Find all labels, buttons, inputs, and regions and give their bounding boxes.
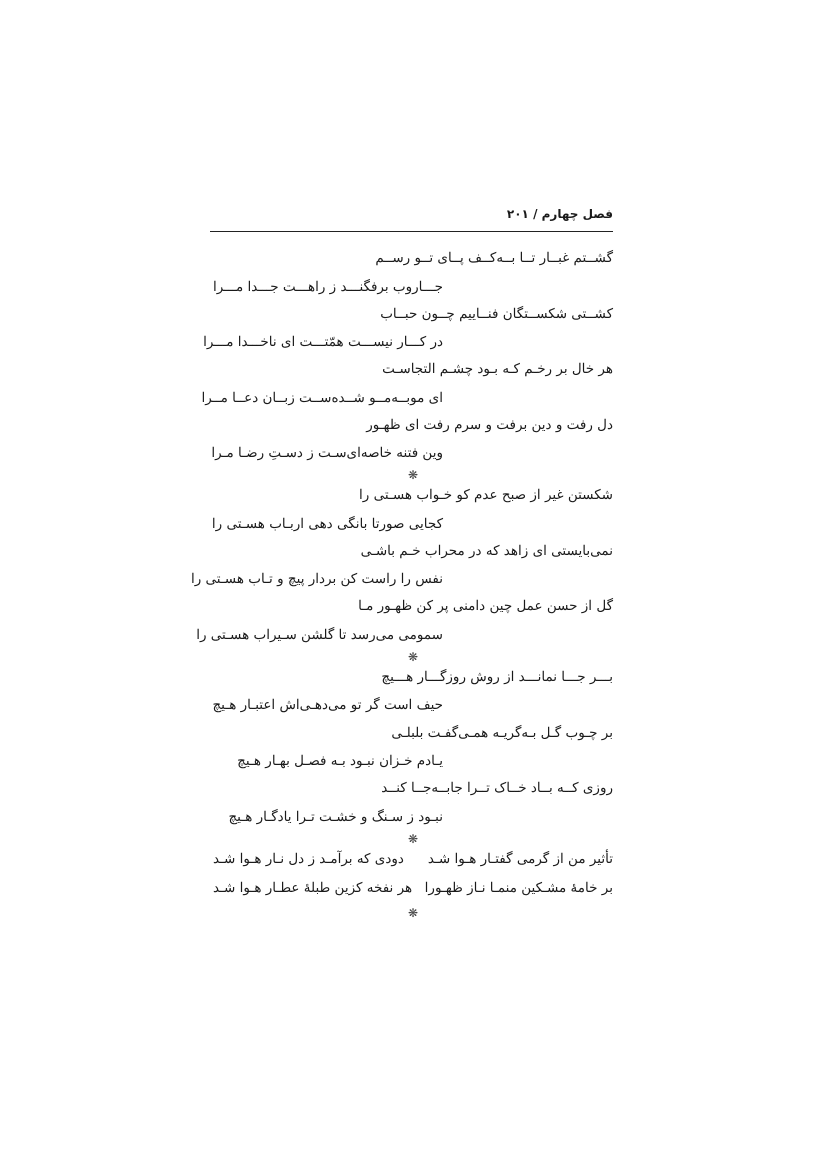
verse-line: ای موبــه‌مــو شــده‌ســت زبــان دعــا مــرا	[201, 390, 443, 406]
verse-line: کجایی صورتا بانگی دهی اربـاب هسـتی را	[211, 516, 443, 532]
section-divider-icon: ❋	[407, 650, 419, 664]
page-number: ۲۰۱	[506, 207, 529, 221]
verse-line: هر خال بر رخـم کـه بـود چشـم التجاسـت	[382, 361, 613, 377]
section-divider-icon: ❋	[407, 832, 419, 846]
hemistich-second: هر نفخه کزین طبلهٔ عطـار هـوا شـد	[213, 880, 413, 896]
running-header	[210, 207, 613, 227]
verse-line: روزی کــه بــاد خــاک تــرا جابــه‌جــا کنــد	[381, 780, 613, 796]
section-divider-icon: ❋	[407, 906, 419, 920]
verse-line: در کـــار نیســـت همّتـــت ای ناخـــدا مـــرا	[203, 334, 443, 350]
verse-line: سمومی می‌رسد تا گلشن سـیراب هسـتی را	[196, 627, 443, 643]
section-divider-icon: ❋	[407, 468, 419, 482]
verse-line: نفس را راست کن بردار پیچ و تـاب هسـتی را	[190, 571, 443, 587]
verse-line: بـــر جـــا نمانـــد از روش روزگـــار هـــیچ	[381, 669, 613, 685]
hemistich-first: تأثیر من از گرمی گفتـار هـوا شـد	[427, 851, 613, 867]
verse-line: شکستن غیر از صبح عدم کو خـواب هسـتی را	[359, 487, 613, 503]
hemistich-second: دودی که برآمـد ز دل نـار هـوا شـد	[213, 851, 404, 867]
verse-line: بر چـوب گـل بـه‌گریـه همـی‌گفـت بلبلـی	[391, 725, 613, 741]
verse-line: دل رفت و دین برفت و سرم رفت ای ظهـور	[366, 417, 613, 433]
verse-line: گل از حسن عمل چین دامنی پر کن ظهـور مـا	[358, 598, 613, 614]
chapter-title: فصل چهارم	[541, 207, 613, 221]
hemistich-first: بر خامهٔ مشـکین منمـا نـاز ظهـورا	[424, 880, 613, 896]
verse-line: وین فتنه خاصه‌ای‌سـت ز دسـتِ رضـا مـرا	[211, 445, 443, 461]
verse-line: جـــاروب برفگنـــد ز راهـــت جـــدا مـــرا	[212, 279, 443, 295]
verse-line: نمی‌بایستی ای زاهد که در محراب خـم باشـی	[360, 543, 613, 559]
verse-line: نبـود ز سـنگ و خشـت تـرا یادگـار هـیچ	[228, 809, 443, 825]
header-separator: /	[533, 207, 538, 221]
verse-line: گشــتم غبــار تــا بــه‌کــف پــای تــو رســم	[375, 250, 613, 266]
verse-line: حیف است گر تو می‌دهـی‌اش اعتبـار هـیچ	[212, 697, 443, 713]
header-rule	[210, 231, 613, 232]
verse-line: یـادم خـزان نبـود بـه فصـل بهـار هـیچ	[237, 753, 443, 769]
verse-line: کشــتی شکســتگان فنــاییم چــون حبــاب	[380, 306, 613, 322]
